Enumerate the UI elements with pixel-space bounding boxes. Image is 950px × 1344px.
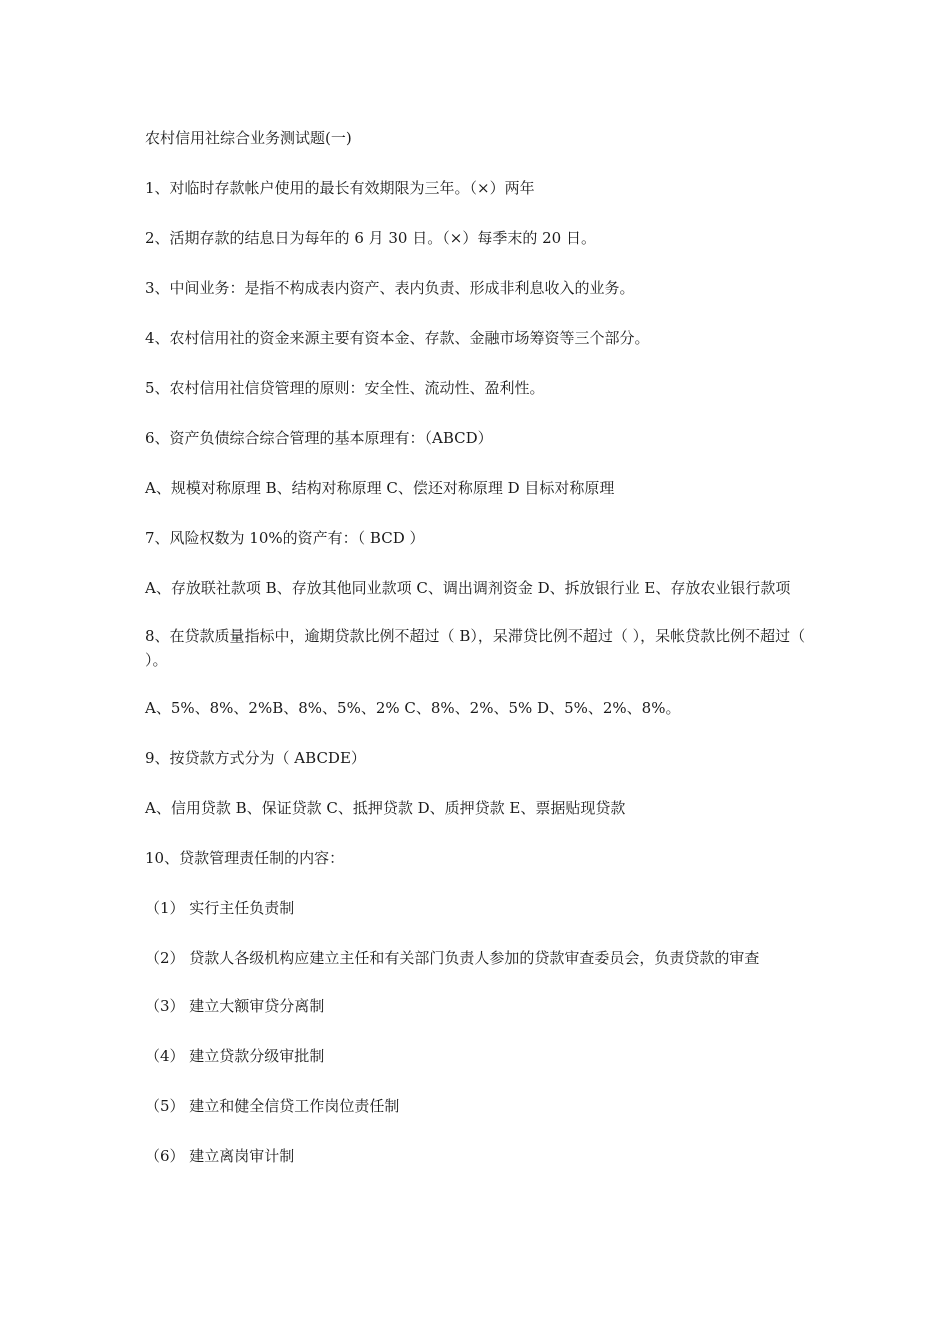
- question-9-options: A、信用贷款 B、保证贷款 C、抵押贷款 D、质押贷款 E、票据贴现贷款: [145, 799, 626, 817]
- question-7-options: A、存放联社款项 B、存放其他同业款项 C、调出调剂资金 D、拆放银行业 E、存放农业银行款项: [145, 579, 791, 597]
- list-item: （5） 建立和健全信贷工作岗位责任制: [145, 1097, 400, 1115]
- question-3: 3、中间业务：是指不构成表内资产、表内负责、形成非利息收入的业务。: [145, 279, 635, 297]
- list-item: （6） 建立离岗审计制: [145, 1147, 295, 1165]
- question-6-options: A、规模对称原理 B、结构对称原理 C、偿还对称原理 D 目标对称原理: [145, 479, 615, 497]
- document-title: 农村信用社综合业务测试题(一): [145, 129, 352, 147]
- question-8: 8、在贷款质量指标中，逾期贷款比例不超过（ B），呆滞贷比例不超过（ ），呆帐贷款比例不超过（ ）。: [145, 627, 806, 669]
- question-5: 5、农村信用社信贷管理的原则：安全性、流动性、盈利性。: [145, 379, 545, 397]
- list-item: （4） 建立贷款分级审批制: [145, 1047, 325, 1065]
- list-item: （2） 贷款人各级机构应建立主任和有关部门负责人参加的贷款审查委员会，负责贷款的审查: [145, 949, 760, 967]
- list-item: （1） 实行主任负责制: [145, 899, 295, 917]
- question-10: 10、贷款管理责任制的内容：: [145, 849, 345, 867]
- question-2: 2、活期存款的结息日为每年的 6 月 30 日。（×）每季末的 20 日。: [145, 229, 596, 247]
- question-8-options: A、5%、8%、2%B、8%、5%、2% C、8%、2%、5% D、5%、2%、8%。: [145, 699, 681, 717]
- question-6: 6、资产负债综合综合管理的基本原理有：（ABCD）: [145, 429, 493, 447]
- document-body: [145, 126, 810, 1194]
- list-item: （3） 建立大额审贷分离制: [145, 997, 325, 1015]
- question-9: 9、按贷款方式分为（ ABCDE）: [145, 749, 366, 767]
- question-4: 4、农村信用社的资金来源主要有资本金、存款、金融市场筹资等三个部分。: [145, 329, 650, 347]
- question-7: 7、风险权数为 10%的资产有：（ BCD ）: [145, 529, 425, 547]
- question-1: 1、对临时存款帐户使用的最长有效期限为三年。（×）两年: [145, 179, 535, 197]
